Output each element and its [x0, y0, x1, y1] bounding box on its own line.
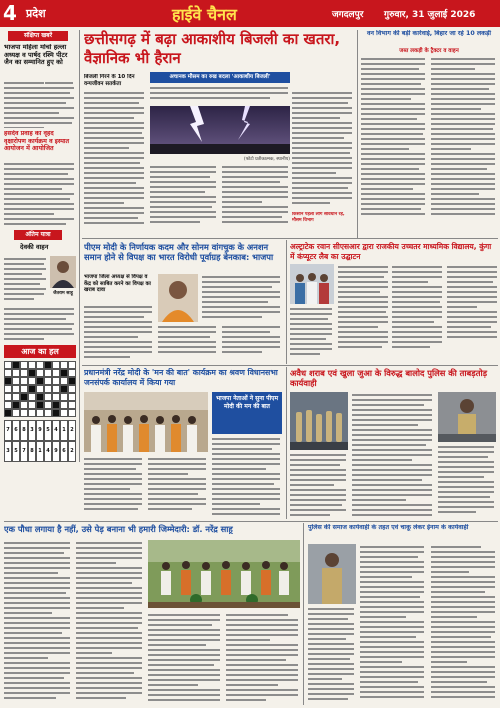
people-icon	[290, 264, 334, 304]
crossword-cell	[44, 393, 52, 401]
sudoku-cell: 1	[36, 441, 44, 462]
lead-body-col2	[150, 164, 290, 234]
crossword-cell	[28, 401, 36, 409]
crossword-cell	[12, 393, 20, 401]
sudoku-cell: 6	[12, 420, 20, 441]
column-divider	[286, 240, 287, 364]
row2-left-body-3	[202, 274, 282, 322]
obituary-subtitle: देवकी वाहन	[20, 243, 49, 251]
crossword-cell	[12, 409, 20, 417]
crossword-cell	[4, 377, 12, 385]
crossword-cell	[44, 361, 52, 369]
pull-quote-box: भाजपा नेताओं ने सुना पीएम मोदी की मन की बात	[212, 392, 282, 434]
brief-body-2	[4, 161, 76, 227]
row4-left-body-2	[148, 612, 300, 704]
sudoku-cell: 1	[60, 420, 68, 441]
crossword-cell	[68, 393, 76, 401]
crossword-cell	[12, 377, 20, 385]
crossword-cell	[20, 361, 28, 369]
crossword-cell	[28, 361, 36, 369]
column-divider	[79, 30, 80, 462]
crossword-cell	[28, 385, 36, 393]
crossword-cell	[44, 369, 52, 377]
section-tag-puzzle: आज का हल	[4, 345, 76, 358]
row-divider	[82, 365, 498, 366]
crossword-cell	[20, 369, 28, 377]
crossword-cell	[68, 409, 76, 417]
crossword-cell	[28, 393, 36, 401]
crossword-cell	[68, 401, 76, 409]
row3-right-headline: अवैध शराब एवं खुला जुआ के विरुद्ध बालोद पुलिस की ताबड़तोड़ कार्यवाही	[290, 368, 488, 388]
row4-right-body-1	[308, 606, 356, 704]
crossword-cell	[60, 401, 68, 409]
obituary-name: जैतराम साहू	[53, 291, 73, 296]
crossword-cell	[12, 361, 20, 369]
row3-left-headline: प्रधानमंत्री नरेंद्र मोदी के 'मन की बात' कार्यक्रम का श्रवण विधानसभा जनसंपर्क कार्यालय में किया गया	[84, 368, 278, 387]
row2-right-body-1	[290, 306, 334, 362]
crossword-cell	[60, 393, 68, 401]
crossword-cell	[4, 393, 12, 401]
row4-left-body-1	[4, 540, 144, 704]
police-icon	[438, 392, 496, 442]
row3-event-photo	[84, 392, 208, 452]
crossword-cell	[52, 361, 60, 369]
crossword-cell	[52, 393, 60, 401]
police-icon	[308, 544, 356, 604]
row4-right-headline: पुलिस की समाज कार्यवाही के तहत एवं चाकू लेकर ईनाम के कार्यवाही	[308, 524, 469, 531]
sudoku-cell: 7	[4, 420, 12, 441]
row4-left-headline: एक पौधा लगाया है नहीं, उसे पेड़ बनाना भी हमारी जिम्मेदारी: डॉ. नरेंद्र साहू	[4, 524, 233, 534]
crossword-cell	[20, 385, 28, 393]
row3-right-body-2	[352, 392, 434, 518]
row2-portrait-photo	[158, 274, 198, 322]
crossword-cell	[28, 409, 36, 417]
portrait-icon	[50, 256, 76, 288]
lightning-icon	[150, 106, 290, 154]
edition-date: गुरुवार, 31 जुलाई 2026	[384, 10, 476, 20]
crossword-cell	[68, 377, 76, 385]
info-box-title: अचानक मौसम का रुख बदला 'आकाशीय बिजली'	[150, 72, 290, 83]
sudoku-answer-grid	[4, 420, 76, 458]
crossword-cell	[60, 385, 68, 393]
crossword-cell	[68, 369, 76, 377]
bottles-icon	[290, 392, 348, 450]
sudoku-cell: 3	[28, 420, 36, 441]
crossword-cell	[68, 385, 76, 393]
column-divider	[303, 523, 304, 705]
lead-subheadline: बिजली गिरने के 10 दिन वन्यजीवन सतर्कता	[84, 74, 135, 87]
crossword-cell	[44, 385, 52, 393]
brief-body-1	[4, 80, 76, 128]
section-tag-obituary: अंतिम यात्रा	[14, 230, 62, 240]
section-tag-briefs: संक्षिप्त खबरें	[8, 31, 68, 41]
row3-seizure-photo-2	[438, 392, 496, 442]
row3-seizure-photo-1	[290, 392, 348, 450]
crossword-cell	[20, 393, 28, 401]
portrait-icon	[158, 274, 198, 322]
crossword-cell	[20, 409, 28, 417]
sudoku-cell: 9	[36, 420, 44, 441]
crossword-cell	[68, 361, 76, 369]
crossword-cell	[60, 377, 68, 385]
row3-left-body-1	[84, 456, 208, 518]
row4-arrest-photo	[308, 544, 356, 604]
sudoku-cell: 2	[68, 441, 76, 462]
crossword-cell	[36, 385, 44, 393]
row4-plantation-photo	[148, 540, 300, 608]
obituary-body-2	[4, 306, 76, 342]
crossword-cell	[4, 401, 12, 409]
crossword-cell	[12, 401, 20, 409]
sudoku-cell: 8	[28, 441, 36, 462]
sudoku-cell: 5	[12, 441, 20, 462]
lead-pullquote: किसान पहला लोग सावधान रहें, मौसम विभाग	[292, 212, 345, 223]
right-body	[361, 56, 497, 234]
sudoku-cell: 5	[44, 420, 52, 441]
row-divider	[4, 521, 498, 522]
right-headline: वन विभाग की बड़ी कार्रवाई, बिहार जा रहे 10 लकड़ी	[366, 30, 492, 37]
crossword-cell	[36, 377, 44, 385]
row2-left-subheadline: भाजपा जिला अध्यक्ष से विपक्ष व केंद्र को साबित करने का विपक्ष का खराब दावा	[84, 274, 151, 293]
sudoku-cell: 3	[4, 441, 12, 462]
plantation-icon	[148, 540, 300, 608]
column-divider	[357, 30, 358, 238]
right-subheadline: जब्त लकड़ी के ट्रैक्टर व वाहन	[399, 48, 459, 54]
sudoku-cell: 7	[20, 441, 28, 462]
sudoku-cell: 9	[52, 441, 60, 462]
row4-right-body-2	[360, 544, 498, 704]
crossword-cell	[4, 369, 12, 377]
crossword-cell	[28, 369, 36, 377]
crossword-cell	[44, 409, 52, 417]
edition-city: जगदलपुर	[332, 10, 364, 20]
brief-headline-2: हसदेव प्रवाह का वृहद वृक्षारोपण कार्यक्रम व इस्पात आयोजन में आयोजित	[4, 130, 70, 152]
sudoku-cell: 2	[68, 420, 76, 441]
crossword-cell	[20, 377, 28, 385]
crossword-cell	[12, 369, 20, 377]
row2-right-headline: अल्ट्राटेक रवान सीएसआर द्वारा राजकीय उच्चतर माध्यमिक विद्यालय, कुंगा में कंप्यूटर लैब का उद्घाटन	[290, 242, 492, 261]
obituary-body	[4, 256, 48, 306]
crossword-cell	[36, 369, 44, 377]
crossword-cell	[60, 409, 68, 417]
page-header	[0, 0, 500, 27]
row3-right-body-1	[290, 452, 348, 518]
crossword-cell	[36, 409, 44, 417]
photo-caption: (फोटो प्रतीकात्मक, स्थानीय)	[243, 157, 290, 162]
page-number: 4	[3, 1, 17, 25]
sudoku-cell: 8	[20, 420, 28, 441]
row2-left-headline: पीएम मोदी के निर्णायक कदम और सोनम वांगचुक के अनशन समान होने से विपक्ष का भारत विरोधी पूर्वाग्रह बेनकाब: भाजपा	[84, 242, 274, 262]
sudoku-cell: 4	[52, 420, 60, 441]
sudoku-cell: 4	[44, 441, 52, 462]
crossword-grid	[4, 361, 76, 417]
row2-group-photo	[290, 264, 334, 304]
row3-left-body-2	[212, 436, 282, 518]
lead-body-col1	[84, 90, 146, 230]
crossword-cell	[36, 393, 44, 401]
section-name: प्रदेश	[26, 7, 46, 20]
crossword-cell	[4, 385, 12, 393]
crossword-cell	[52, 401, 60, 409]
audience-icon	[84, 392, 208, 452]
brief-headline-1: भाजपा महिला मोर्चा हल्ला अध्यक्ष व पार्षद रश्मि पीटर जैन का सम्मानित हुए को	[4, 44, 68, 66]
crossword-cell	[52, 385, 60, 393]
crossword-cell	[60, 361, 68, 369]
crossword-cell	[52, 377, 60, 385]
lightning-photo	[150, 106, 290, 154]
crossword-cell	[44, 377, 52, 385]
info-box-body	[150, 85, 290, 105]
crossword-cell	[52, 409, 60, 417]
row2-left-body-1	[84, 304, 154, 362]
crossword-cell	[4, 409, 12, 417]
crossword-cell	[4, 361, 12, 369]
sudoku-cell: 6	[60, 441, 68, 462]
newspaper-masthead: हाईवे चैनल	[172, 5, 237, 24]
lead-body-col3	[292, 90, 354, 210]
crossword-cell	[52, 369, 60, 377]
crossword-cell	[12, 385, 20, 393]
column-divider	[286, 367, 287, 519]
crossword-cell	[36, 401, 44, 409]
crossword-cell	[20, 401, 28, 409]
obituary-photo	[50, 256, 76, 288]
lead-headline: छत्तीसगढ़ में बढ़ा आकाशीय बिजली का खतरा, वैज्ञानिक भी हैरान	[84, 30, 341, 67]
row2-left-body-2	[158, 324, 282, 362]
crossword-cell	[60, 369, 68, 377]
crossword-cell	[28, 377, 36, 385]
row-divider	[82, 238, 498, 239]
row3-right-body-3	[438, 444, 496, 518]
crossword-cell	[44, 401, 52, 409]
row2-right-body-2	[338, 264, 498, 362]
crossword-cell	[36, 361, 44, 369]
